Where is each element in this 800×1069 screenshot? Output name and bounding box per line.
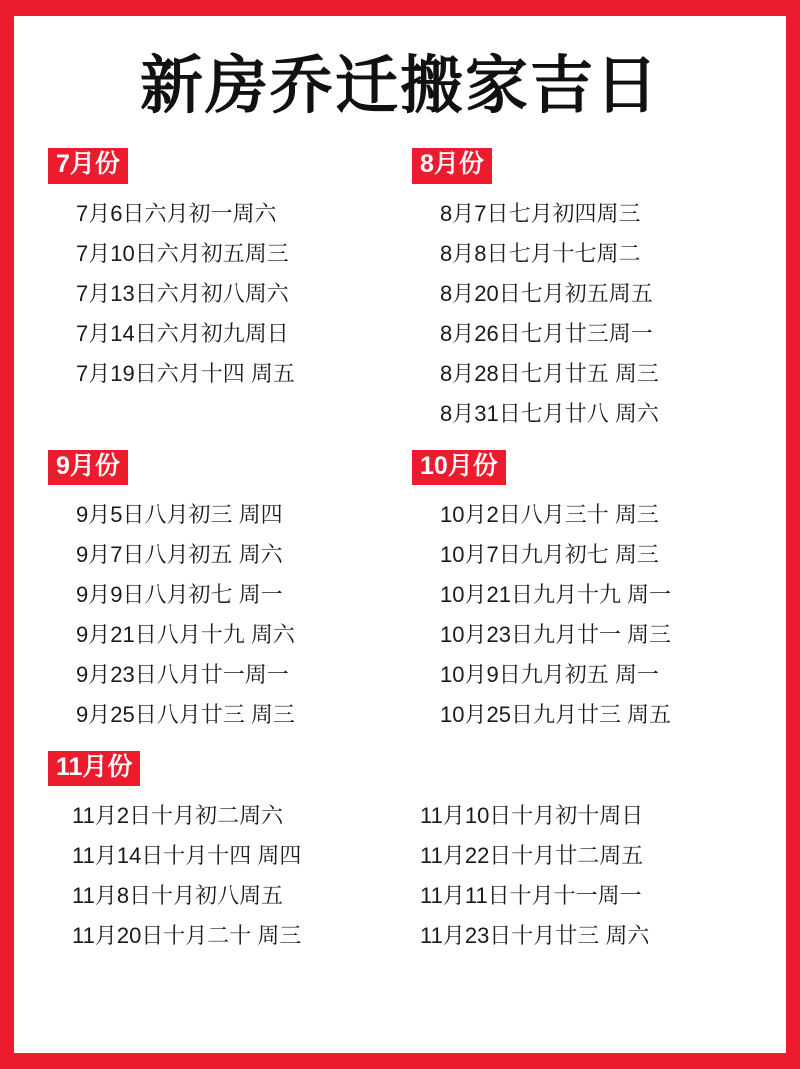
list-item: 11月2日十月初二周六 [72,803,284,829]
list-item: 9月21日八月十九 周六 [76,621,295,647]
month-tag-october: 10月份 [412,450,506,485]
date-list-august [412,194,752,434]
list-item: 8月26日七月廿三周一 [440,320,653,346]
list-item: 8月28日七月廿五 周三 [440,360,659,386]
list-item: 7月10日六月初五周三 [76,240,289,266]
list-item: 10月21日九月十九 周一 [440,581,672,607]
poster-sheet [14,16,786,1053]
list-item: 8月8日七月十七周二 [440,240,641,266]
list-item: 8月7日七月初四周三 [440,200,641,226]
list-item: 10月23日九月廿一 周三 [440,621,672,647]
date-list-november-left [48,796,388,956]
list-item: 11月20日十月二十 周三 [72,923,302,949]
month-block-september [48,450,388,735]
november-columns [48,796,752,956]
month-block-august [412,148,752,433]
list-item: 10月2日八月三十 周三 [440,501,659,527]
list-item: 7月19日六月十四 周五 [76,360,295,386]
list-item: 8月20日七月初五周五 [440,280,653,306]
list-item: 8月31日七月廿八 周六 [440,400,659,426]
month-tag-july: 7月份 [48,148,128,183]
date-list-july [48,194,388,394]
list-item: 10月9日九月初五 周一 [440,661,659,687]
list-item: 10月7日九月初七 周三 [440,541,659,567]
list-item: 11月11日十月十一周一 [420,883,642,909]
list-item: 7月14日六月初九周日 [76,320,289,346]
list-item: 10月25日九月廿三 周五 [440,701,672,727]
month-block-november [48,751,752,956]
list-item: 9月25日八月廿三 周三 [76,701,295,727]
page-title: 新房乔迁搬家吉日 [140,49,660,122]
list-item: 11月8日十月初八周五 [72,883,284,909]
list-item: 9月9日八月初七 周一 [76,581,283,607]
list-item: 11月10日十月初十周日 [420,803,644,829]
month-tag-august: 8月份 [412,148,492,183]
list-item: 11月22日十月廿二周五 [420,843,644,869]
month-block-july [48,148,388,433]
list-item: 9月23日八月廿一周一 [76,661,289,687]
list-item: 11月23日十月廿三 周六 [420,923,650,949]
list-item: 11月14日十月十四 周四 [72,843,302,869]
date-list-october [412,495,752,735]
list-item: 7月13日六月初八周六 [76,280,289,306]
month-tag-september: 9月份 [48,450,128,485]
date-list-november-right [412,796,752,956]
list-item: 7月6日六月初一周六 [76,200,277,226]
date-list-september [48,495,388,735]
month-tag-november: 11月份 [48,751,140,786]
list-item: 9月7日八月初五 周六 [76,541,283,567]
list-item: 9月5日八月初三 周四 [76,501,283,527]
month-grid [48,148,752,972]
month-block-october [412,450,752,735]
